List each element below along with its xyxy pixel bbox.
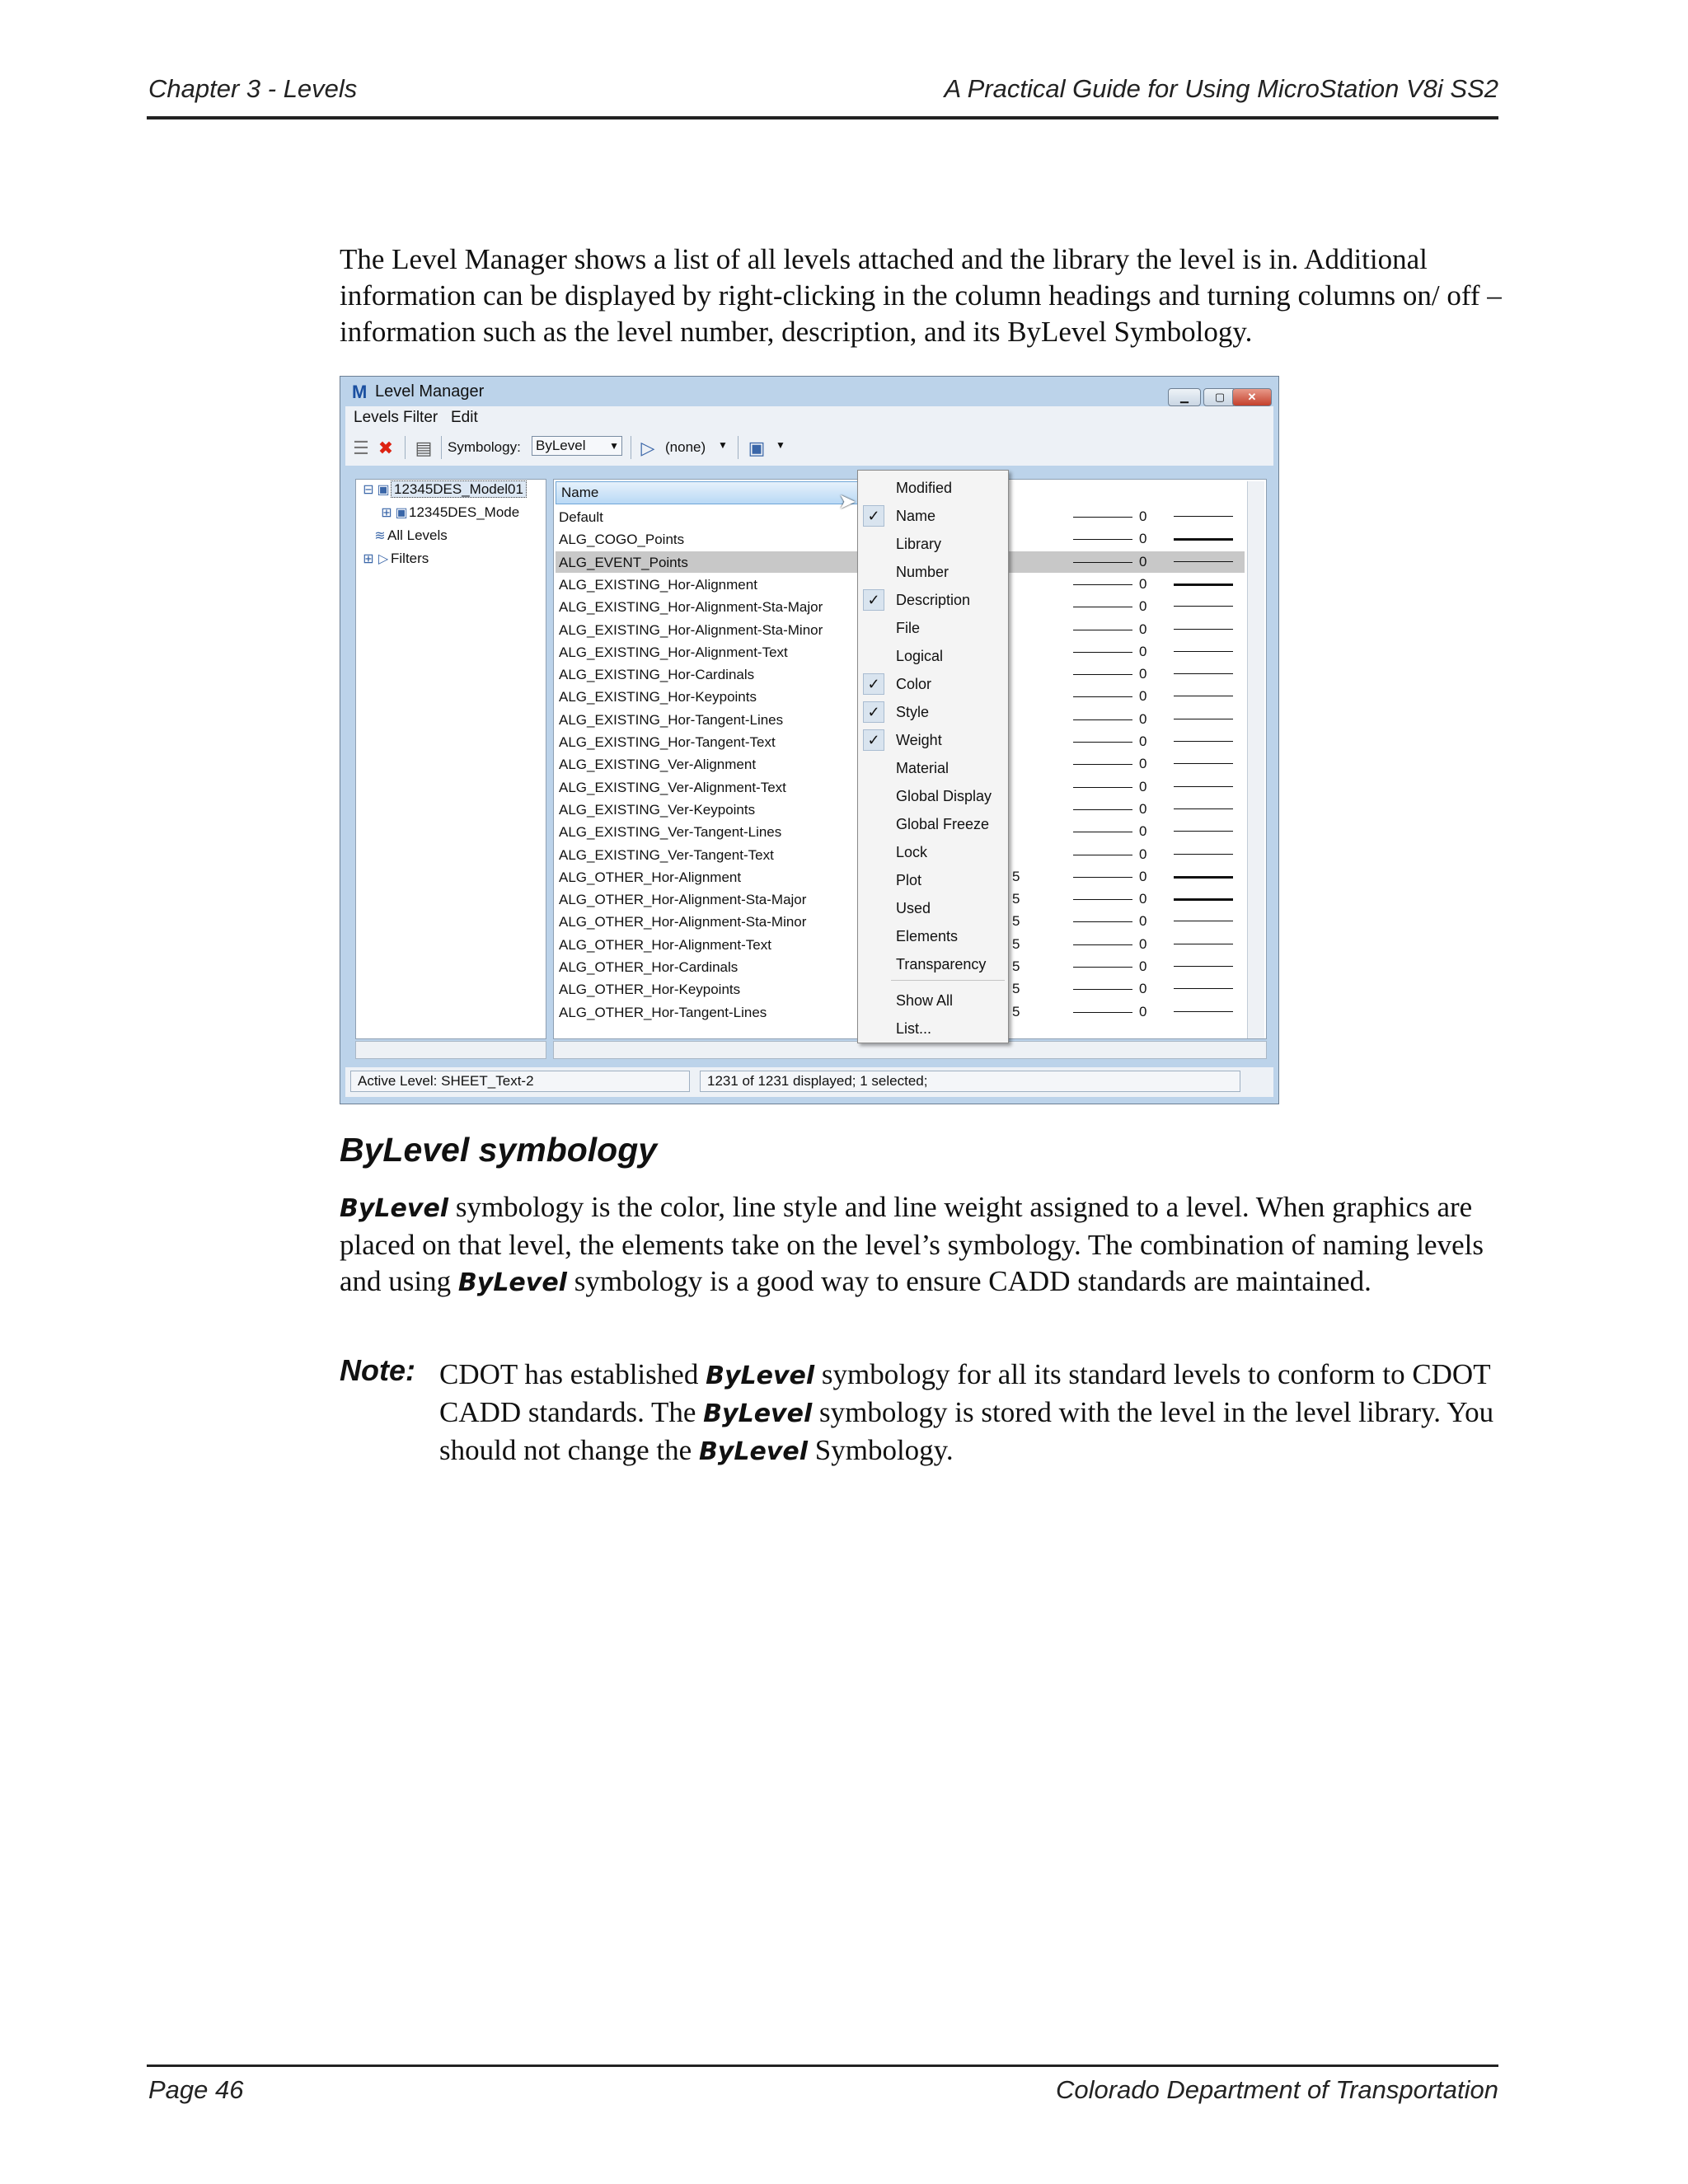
- style-value: 0: [1139, 553, 1147, 569]
- style-value: 0: [1139, 846, 1147, 862]
- filter-dropdown-icon[interactable]: ▼: [718, 439, 728, 451]
- weight-sample-line: [1174, 831, 1233, 832]
- context-menu-item[interactable]: [858, 558, 1008, 586]
- name-column-header[interactable]: Name: [556, 481, 860, 504]
- tree-item-label: 12345DES_Mode: [409, 504, 520, 520]
- header-book-title: A Practical Guide for Using MicroStation V8i SS2: [944, 74, 1498, 103]
- style-sample-line: [1073, 719, 1132, 720]
- style-sample-line: [1073, 967, 1132, 968]
- level-row[interactable]: ALG_OTHER_Hor-Alignment-Sta-Major: [559, 892, 807, 908]
- style-sample-line: [1073, 899, 1132, 900]
- context-menu-label: Logical: [896, 648, 944, 664]
- style-value: 0: [1139, 868, 1147, 884]
- context-menu-item[interactable]: [858, 782, 1008, 810]
- weight-sample-line: [1174, 763, 1233, 764]
- context-menu-label: List...: [896, 1020, 932, 1037]
- style-value: 0: [1139, 823, 1147, 840]
- context-menu-label: Global Display: [896, 788, 992, 804]
- weight-sample-line: [1174, 629, 1233, 630]
- weight-sample-line: [1174, 538, 1233, 541]
- symbology-label: Symbology:: [448, 439, 521, 455]
- note-text-part: CDOT has established: [439, 1358, 706, 1390]
- toolbar-separator: [405, 436, 406, 459]
- weight-sample-line: [1174, 606, 1233, 607]
- weight-sample-line: [1174, 808, 1233, 809]
- weight-sample-line: [1174, 1011, 1233, 1012]
- active-level-status: Active Level: SHEET_Text-2: [350, 1071, 690, 1092]
- delete-level-icon[interactable]: ✖: [377, 438, 394, 458]
- filter-value[interactable]: (none): [665, 439, 706, 455]
- context-menu-item[interactable]: [858, 838, 1008, 866]
- maximize-button[interactable]: ▢: [1203, 388, 1236, 406]
- style-value: 0: [1139, 913, 1147, 930]
- weight-sample-line: [1174, 651, 1233, 652]
- context-menu-item[interactable]: [858, 642, 1008, 670]
- style-sample-line: [1073, 1012, 1132, 1013]
- level-row[interactable]: ALG_EXISTING_Ver-Alignment: [559, 757, 757, 773]
- menu-levels[interactable]: Levels: [354, 409, 399, 426]
- levels-icon: ≋: [374, 529, 386, 543]
- context-menu-item[interactable]: [858, 894, 1008, 922]
- style-sample-line: [1073, 742, 1132, 743]
- context-menu-label: Library: [896, 536, 942, 552]
- new-level-icon[interactable]: ☰: [353, 438, 369, 458]
- weight-sample-line: [1174, 673, 1233, 674]
- style-value: 0: [1139, 621, 1147, 637]
- header-rule: [147, 116, 1498, 120]
- context-menu-label: Name: [896, 508, 936, 524]
- context-menu-item[interactable]: [858, 726, 1008, 754]
- style-value: 0: [1139, 509, 1147, 524]
- level-row[interactable]: ALG_EXISTING_Hor-Alignment-Sta-Major: [559, 599, 823, 616]
- context-menu-item[interactable]: [858, 670, 1008, 698]
- style-sample-line: [1073, 584, 1132, 585]
- style-value: 0: [1139, 531, 1147, 547]
- level-row[interactable]: ALG_OTHER_Hor-Tangent-Lines: [559, 1004, 767, 1020]
- style-value: 0: [1139, 643, 1147, 659]
- note-text-part: symbology is stored with the level in the level library. You should not change the: [439, 1396, 1494, 1466]
- level-manager-window: [340, 376, 1279, 1104]
- close-button[interactable]: ✕: [1232, 388, 1272, 406]
- section-heading: ByLevel symbology: [340, 1131, 658, 1169]
- context-menu-item[interactable]: [858, 950, 1008, 978]
- display-options-icon[interactable]: ▣: [748, 438, 766, 458]
- design-file-icon: ▣: [395, 506, 408, 520]
- checkmark-icon: ✓: [863, 589, 884, 611]
- partial-column-value: 5: [1012, 1003, 1020, 1019]
- style-value: 0: [1139, 958, 1147, 974]
- level-row[interactable]: ALG_EXISTING_Hor-Tangent-Text: [559, 734, 776, 750]
- display-count-status: 1231 of 1231 displayed; 1 selected;: [700, 1071, 1240, 1092]
- level-row[interactable]: ALG_OTHER_Hor-Keypoints: [559, 982, 741, 998]
- note-text-part: Symbology.: [808, 1434, 954, 1466]
- expand-icon[interactable]: ⊞: [381, 506, 392, 520]
- design-file-icon: ▣: [377, 483, 390, 497]
- toolbar: [345, 429, 1273, 466]
- level-row[interactable]: ALG_OTHER_Hor-Alignment: [559, 869, 742, 885]
- level-row[interactable]: ALG_EXISTING_Hor-Alignment-Text: [559, 644, 788, 660]
- level-row[interactable]: Default: [559, 509, 603, 525]
- style-value: 0: [1139, 733, 1147, 749]
- style-sample-line: [1073, 989, 1132, 990]
- level-row[interactable]: ALG_COGO_Points: [559, 532, 685, 548]
- context-menu-item[interactable]: [858, 530, 1008, 558]
- style-value: 0: [1139, 981, 1147, 997]
- expand-icon[interactable]: ⊞: [363, 552, 374, 566]
- style-sample-line: [1073, 696, 1132, 697]
- context-menu-label: Description: [896, 592, 971, 608]
- context-menu-label: Global Freeze: [896, 816, 990, 832]
- edit-level-icon[interactable]: ▤: [415, 438, 433, 458]
- window-title: Level Manager: [375, 382, 485, 401]
- context-menu-item[interactable]: [858, 922, 1008, 950]
- style-sample-line: [1073, 809, 1132, 810]
- weight-sample-line: [1174, 561, 1233, 562]
- filter-icon[interactable]: ▷: [640, 438, 655, 458]
- weight-sample-line: [1174, 876, 1233, 879]
- tree-item[interactable]: [379, 504, 519, 526]
- style-value: 0: [1139, 891, 1147, 907]
- toolbar-separator: [441, 436, 442, 459]
- context-menu-label: Modified: [896, 480, 953, 496]
- tree-item[interactable]: [373, 527, 448, 549]
- style-sample-line: [1073, 944, 1132, 945]
- context-menu-label: Number: [896, 564, 950, 580]
- style-value: 0: [1139, 935, 1147, 952]
- style-sample-line: [1073, 517, 1132, 518]
- context-menu-item[interactable]: [858, 502, 1008, 530]
- list-horizontal-scrollbar[interactable]: [553, 1041, 1267, 1059]
- level-row[interactable]: ALG_EXISTING_Ver-Alignment-Text: [559, 779, 786, 795]
- partial-column-value: 5: [1012, 868, 1020, 884]
- column-context-menu: [857, 470, 1009, 1043]
- weight-sample-line: [1174, 583, 1233, 586]
- level-row[interactable]: ALG_OTHER_Hor-Cardinals: [559, 959, 738, 975]
- style-sample-line: [1073, 764, 1132, 765]
- symbology-value: ByLevel: [536, 438, 586, 453]
- bylevel-paragraph: [340, 1189, 1502, 1301]
- level-row[interactable]: ALG_EXISTING_Hor-Alignment-Sta-Minor: [559, 621, 823, 638]
- footer-page-number: Page 46: [148, 2075, 244, 2104]
- context-menu-item[interactable]: [858, 698, 1008, 726]
- bylevel-term: ByLevel: [457, 1268, 567, 1297]
- context-menu-label: Material: [896, 760, 950, 776]
- context-menu-label: Transparency: [896, 956, 987, 972]
- style-sample-line: [1073, 877, 1132, 878]
- symbology-select[interactable]: [532, 436, 622, 456]
- partial-column-value: 5: [1012, 913, 1020, 930]
- tree-horizontal-scrollbar[interactable]: [355, 1041, 546, 1059]
- checkmark-icon: ✓: [863, 505, 884, 527]
- context-menu-label: File: [896, 620, 921, 636]
- collapse-icon[interactable]: ⊟: [363, 483, 374, 497]
- weight-sample-line: [1174, 741, 1233, 742]
- footer-rule: [147, 2064, 1498, 2067]
- bylevel-text-part: symbology is a good way to ensure CADD standards are maintained.: [566, 1265, 1372, 1297]
- tree-item-label: All Levels: [387, 527, 448, 543]
- partial-column-value: 5: [1012, 935, 1020, 952]
- tree-item-label: Filters: [391, 551, 429, 566]
- context-menu-label: Lock: [896, 844, 928, 860]
- menu-filter[interactable]: Filter: [403, 409, 438, 426]
- context-menu-item[interactable]: [858, 987, 1008, 1015]
- context-menu-label: Style: [896, 704, 930, 720]
- context-menu-item[interactable]: [858, 866, 1008, 894]
- bylevel-term: ByLevel: [698, 1437, 809, 1466]
- context-menu-label: Elements: [896, 928, 959, 944]
- level-row[interactable]: ALG_EXISTING_Ver-Tangent-Lines: [559, 824, 782, 841]
- checkmark-icon: ✓: [863, 673, 884, 695]
- level-row[interactable]: ALG_EXISTING_Hor-Alignment: [559, 576, 757, 593]
- dropdown-arrow-icon: ▼: [609, 440, 619, 452]
- minimize-button[interactable]: ▁: [1168, 388, 1201, 406]
- note-text-part: symbology for all its standard levels to conform to CDOT CADD standards. The: [439, 1358, 1490, 1428]
- display-options-dropdown-icon[interactable]: ▼: [776, 439, 785, 451]
- style-sample-line: [1073, 562, 1132, 563]
- footer-organization: Colorado Department of Transportation: [1055, 2075, 1498, 2104]
- level-row[interactable]: ALG_EXISTING_Hor-Keypoints: [559, 689, 757, 705]
- context-menu-label: Used: [896, 900, 931, 916]
- style-sample-line: [1073, 652, 1132, 653]
- context-menu-item[interactable]: [858, 754, 1008, 782]
- level-row[interactable]: ALG_EVENT_Points: [559, 554, 688, 570]
- filter-icon: ▷: [377, 552, 389, 566]
- level-row[interactable]: ALG_OTHER_Hor-Alignment-Text: [559, 936, 771, 953]
- weight-sample-line: [1174, 988, 1233, 989]
- style-value: 0: [1139, 688, 1147, 705]
- tree-item-label: 12345DES_Model01: [391, 480, 527, 498]
- style-sample-line: [1073, 539, 1132, 540]
- context-menu-label: Plot: [896, 872, 922, 888]
- bylevel-term: ByLevel: [706, 1361, 815, 1390]
- note-label: Note:: [340, 1353, 415, 1387]
- weight-sample-line: [1174, 786, 1233, 787]
- level-row[interactable]: ALG_EXISTING_Hor-Cardinals: [559, 667, 755, 683]
- style-sample-line: [1073, 674, 1132, 675]
- microstation-logo-icon: M: [352, 382, 368, 402]
- checkmark-icon: ✓: [863, 701, 884, 723]
- title-bar[interactable]: [340, 377, 1278, 405]
- menu-bar: [345, 406, 1273, 429]
- style-value: 0: [1139, 710, 1147, 727]
- note-body: [439, 1357, 1503, 1470]
- style-value: 0: [1139, 575, 1147, 592]
- bylevel-term: ByLevel: [703, 1399, 813, 1428]
- list-vertical-scrollbar[interactable]: [1247, 481, 1264, 1038]
- menu-separator: [891, 980, 1005, 981]
- weight-sample-line: [1174, 898, 1233, 901]
- partial-column-value: 5: [1012, 891, 1020, 907]
- style-value: 0: [1139, 800, 1147, 817]
- weight-sample-line: [1174, 854, 1233, 855]
- weight-sample-line: [1174, 966, 1233, 967]
- context-menu-label: Color: [896, 676, 932, 692]
- mouse-cursor-icon: ➤: [838, 489, 856, 513]
- context-menu-item[interactable]: [858, 474, 1008, 502]
- level-row[interactable]: ALG_OTHER_Hor-Alignment-Sta-Minor: [559, 914, 807, 930]
- partial-column-value: 5: [1012, 958, 1020, 974]
- level-tree: [355, 479, 546, 1039]
- level-row[interactable]: ALG_EXISTING_Ver-Keypoints: [559, 801, 756, 818]
- context-menu-label: Weight: [896, 732, 942, 748]
- context-menu-item[interactable]: [858, 586, 1008, 614]
- menu-edit[interactable]: Edit: [451, 409, 478, 426]
- context-menu-item[interactable]: [858, 614, 1008, 642]
- style-value: 0: [1139, 778, 1147, 794]
- level-row[interactable]: ALG_EXISTING_Ver-Tangent-Text: [559, 846, 774, 863]
- style-value: 0: [1139, 1003, 1147, 1019]
- style-value: 0: [1139, 666, 1147, 682]
- context-menu-item[interactable]: [858, 810, 1008, 838]
- style-sample-line: [1073, 921, 1132, 922]
- level-row[interactable]: ALG_EXISTING_Hor-Tangent-Lines: [559, 711, 784, 728]
- style-value: 0: [1139, 756, 1147, 772]
- weight-sample-line: [1174, 516, 1233, 517]
- tree-item[interactable]: [361, 481, 527, 503]
- header-chapter: Chapter 3 - Levels: [148, 74, 358, 103]
- bylevel-term: ByLevel: [340, 1194, 449, 1223]
- checkmark-icon: ✓: [863, 729, 884, 751]
- bylevel-text-part: symbology is the color, line style and line weight assigned to a level. When graphics are placed on that level, the elements take on the level’s symbology. The combination of naming levels and using: [340, 1191, 1484, 1297]
- status-bar: [345, 1067, 1273, 1097]
- style-value: 0: [1139, 598, 1147, 615]
- intro-paragraph: The Level Manager shows a list of all levels attached and the library the level is in. Additional information can be displayed by right-clicking in the column headings and turning columns on/ off – information such as the level number, description, and its ByLevel Symbology.: [340, 243, 1502, 348]
- tree-item[interactable]: [361, 551, 429, 572]
- style-sample-line: [1073, 787, 1132, 788]
- partial-column-value: 5: [1012, 981, 1020, 997]
- context-menu-item[interactable]: [858, 1015, 1008, 1043]
- context-menu-label: Show All: [896, 992, 954, 1009]
